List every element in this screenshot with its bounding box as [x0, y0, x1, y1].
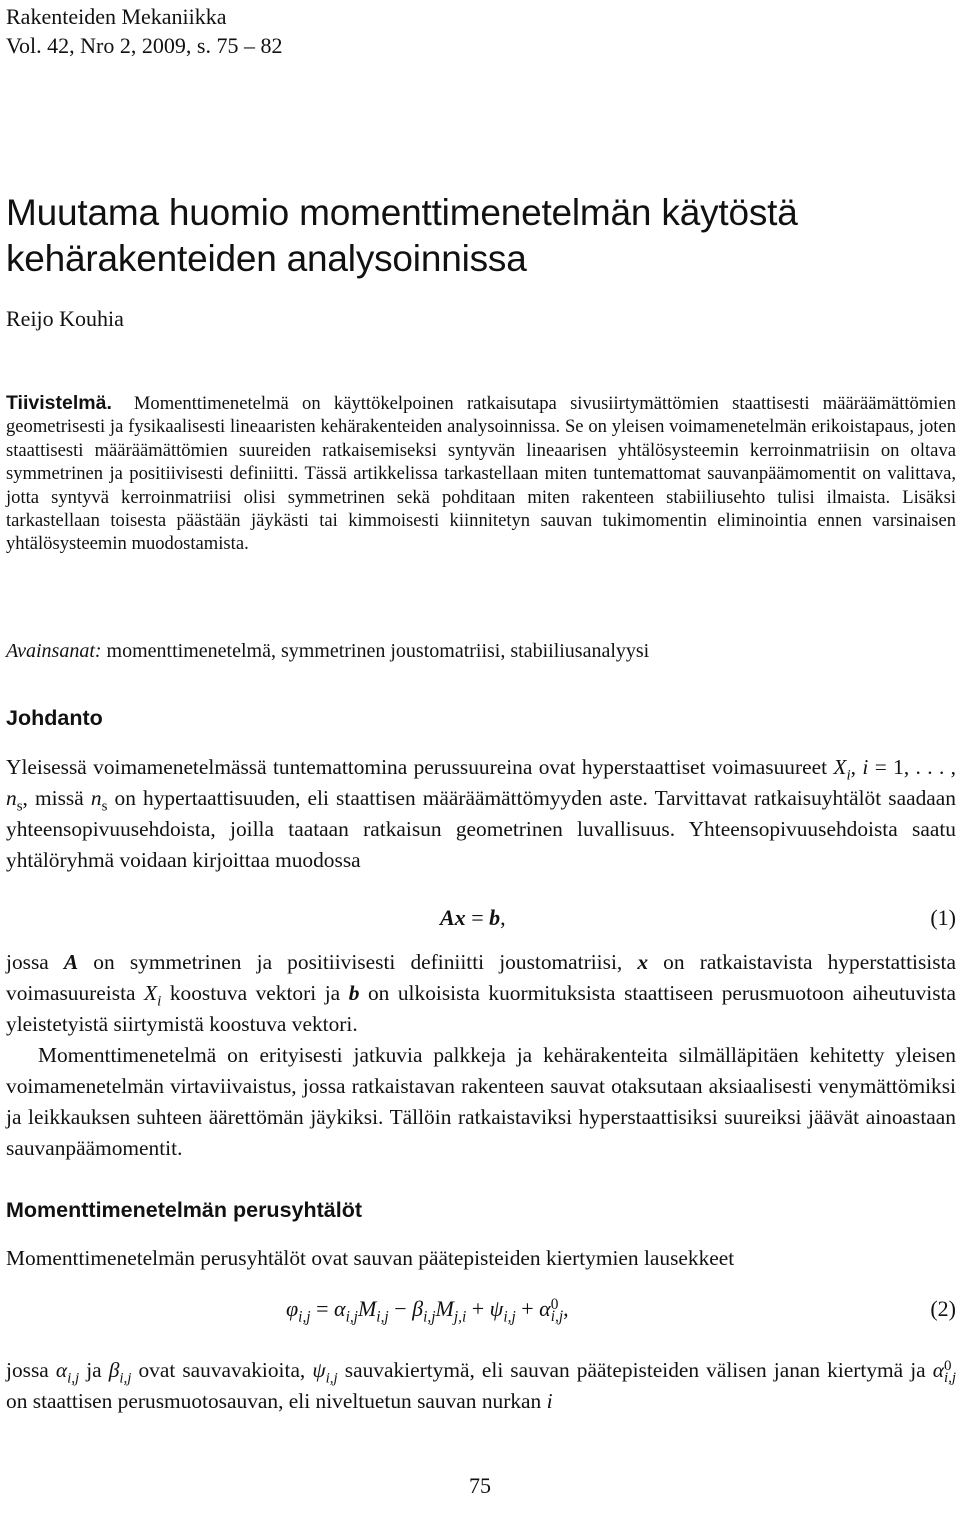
equation-2-body: $\varphi_{i,j} = \alpha_{i,j}M_{i,j} - \beta_{i,j}M_{j,i} + \psi_{i,j} + \alpha$ 0 i,j ,: [286, 1295, 569, 1326]
equation-1-body: Ax = b,: [440, 905, 506, 930]
abstract: [6, 392, 956, 556]
text-run: on staattisen perusmuotosauvan, eli niveltuetun sauvan nurkan: [6, 1389, 547, 1413]
journal-name: Rakenteiden Mekaniikka: [6, 4, 227, 29]
text-run: on symmetrinen ja positiivisesti definiitti joustomatriisi,: [78, 950, 638, 974]
abstract-label: Tiivistelmä.: [6, 392, 112, 414]
method-paragraph-1: Momenttimenetelmän perusyhtälöt ovat sauvan päätepisteiden kiertymien lausekkeet: [6, 1246, 735, 1270]
title-line-2: kehärakenteiden analysoinnissa: [6, 238, 527, 279]
equation-1: [6, 905, 956, 937]
section-heading-method: Momenttimenetelmän perusyhtälöt: [6, 1198, 362, 1222]
abstract-text: Momenttimenetelmä on käyttökelpoinen ratkaisutapa sivusiirtymättömien staattisesti määräämättömien geometrisesti ja fysikaalisesti lineaaristen kehärakenteiden analysoinnissa. Se on yleisen voimamenetelmän erikoistapaus, joten staattisesti määräämättömien suureiden ratkaisemiseksi syntyvän lineaarisen yhtälösysteemin kerroinmatriisin on oltava symmetrinen ja positiivisesti definiitti. Tässä artikkelissa tarkastellaan miten tuntemattomat sauvanpäämomentit on valittava, jotta syntyvä kerroinmatriisi olisi symmetrinen sekä pohditaan miten rakenteen stabiiliusehto tulisi ilmaista. Lisäksi tarkastellaan toisesta päästään jäykästi tai kimmoisesti kiinnitetyn sauvan tukimomentin eliminointia ennen varsinaisen yhtälösysteemin muodostamista.: [6, 393, 956, 555]
text-run: on hypertaattisuuden, eli staattisen määräämättömyyden aste. Tarvittavat ratkaisuyhtälöt saadaan yhteensopivuusehdoista, joilla taataan ratkaisun geometrinen luvallisuus. Yhteensopivuusehdoista saatu yhtälöryhmä voidaan kirjoittaa muodossa: [6, 786, 956, 872]
text-run: jossa: [6, 950, 64, 974]
keywords-text: momenttimenetelmä, symmetrinen joustomatriisi, stabiiliusanalyysi: [106, 640, 650, 662]
intro-paragraph-2: jossa A on symmetrinen ja positiivisesti definiitti joustomatriisi, x on ratkaistavista hyperstattisista voimasuureista $X_i$ koostuva vektori ja b on ulkoisista kuormituksista staattiseen perusmuotoon aiheutuvista yleistetyistä siirtymistä koostuva vektori. Momenttimenetelmä on erityisesti jatkuvia palkkeja ja kehärakenteita silmälläpitäen kehitetty yleisen voimamenetelmän virtaviivaistus, jossa ratkaistavan rakenteen sauvat otaksutaan aksiaalisesti venymättömiksi ja leikkauksen suhteen äärettömän jäykiksi. Tällöin ratkaistaviksi hyperstaattisiksi suureiksi jäävät ainoastaan sauvanpäämomentit.: [6, 947, 956, 1164]
author: Reijo Kouhia: [6, 306, 124, 331]
journal-volume: Vol. 42, Nro 2, 2009, s. 75 – 82: [6, 33, 283, 58]
keywords: [6, 640, 649, 663]
intro-paragraph-1: Yleisessä voimamenetelmässä tuntemattomina perussuureina ovat hyperstaattiset voimasuureet $X_i$, i = 1, . . . , $n_s$, missä $n_s$ on hypertaattisuuden, eli staattisen määräämättömyyden aste. Tarvittavat ratkaisuyhtälöt saadaan yhteensopivuusehdoista, joilla taataan ratkaisun geometrinen luvallisuus. Yhteensopivuusehdoista saatu yhtälöryhmä voidaan kirjoittaa muodossa: [6, 755, 956, 872]
paper-title: [6, 190, 798, 282]
title-line-1: Muutama huomio momenttimenetelmän käytöstä: [6, 192, 798, 233]
section-heading-intro: Johdanto: [6, 706, 103, 730]
text-run: , missä: [22, 786, 91, 810]
text-run: on ulkoisista kuormituksista staattiseen perusmuotoon aiheutuvista yleistetyistä siirtymistä koostuva vektori.: [6, 981, 956, 1036]
text-run: sauvakiertymä, eli sauvan päätepisteiden välisen janan kiertymä ja: [337, 1358, 933, 1382]
method-paragraph-2: jossa $\alpha_{i,j}$ ja $\beta_{i,j}$ ovat sauvavakioita, $\psi_{i,j}$ sauvakiertymä, eli sauvan päätepisteiden välisen janan kiertymä ja α 0 i,j on staattisen perusmuotosauvan, eli niveltuetun sauvan nurkan i: [6, 1358, 957, 1413]
keywords-label: Avainsanat:: [6, 640, 102, 662]
intro-paragraph-3: Momenttimenetelmä on erityisesti jatkuvia palkkeja ja kehärakenteita silmälläpitäen kehitetty yleisen voimamenetelmän virtaviivaistus, jossa ratkaistavan rakenteen sauvat otaksutaan aksiaalisesti venymättömiksi ja leikkauksen suhteen äärettömän jäykiksi. Tällöin ratkaistaviksi hyperstaattisiksi suureiksi jäävät ainoastaan sauvanpäämomentit.: [6, 1043, 956, 1160]
equation-1-number: (1): [930, 905, 956, 930]
equation-2-number: (2): [930, 1296, 956, 1321]
page-number: 75: [469, 1473, 491, 1498]
equation-2: [6, 1296, 956, 1328]
text-run: koostuva vektori ja: [161, 981, 349, 1005]
text-run: jossa: [6, 1358, 56, 1382]
text-run: ja: [79, 1358, 109, 1382]
text-run: on ratkaistavista hyperstattisista voimasuureista: [6, 950, 956, 1005]
text-run: Yleisessä voimamenetelmässä tuntemattomina perussuureina ovat hyperstaattiset voimasuureet: [6, 755, 834, 779]
journal-info: [6, 2, 282, 60]
text-run: ovat sauvavakioita,: [131, 1358, 313, 1382]
